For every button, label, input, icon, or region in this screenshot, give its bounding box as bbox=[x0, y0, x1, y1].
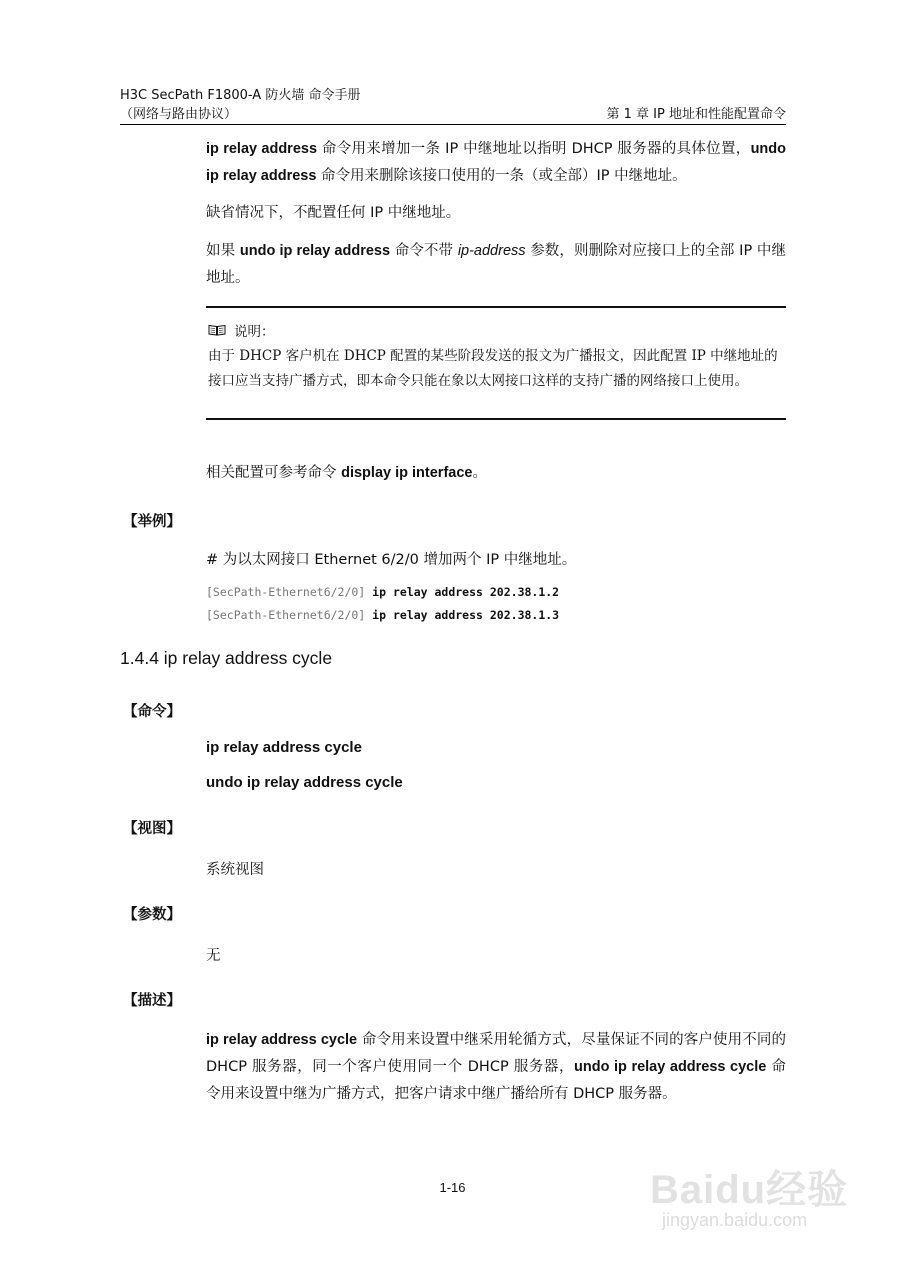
related-paragraph bbox=[206, 460, 786, 487]
command-keyword: ip relay address bbox=[206, 141, 318, 157]
description-paragraph-1 bbox=[206, 136, 786, 190]
param-heading: 【参数】 bbox=[123, 907, 181, 923]
note-title bbox=[208, 320, 275, 340]
note-body: 由于 DHCP 客户机在 DHCP 配置的某些阶段发送的报文为广播报文，因此配置 IP 中继地址的接口应当支持广播方式，即本命令只能在象以太网接口这样的支持广播的网络接口上使用。 bbox=[208, 348, 778, 389]
text-run: 相关配置可参考命令 bbox=[206, 465, 342, 481]
parameter-name: ip-address bbox=[457, 243, 526, 259]
code-line bbox=[206, 585, 559, 599]
view-text: 系统视图 bbox=[206, 862, 264, 878]
text-run: 命令不带 bbox=[390, 243, 458, 259]
note-label: 说明： bbox=[234, 324, 275, 340]
code-command: ip relay address 202.38.1.3 bbox=[372, 608, 560, 622]
default-paragraph: 缺省情况下，不配置任何 IP 中继地址。 bbox=[206, 205, 461, 221]
section-title: 1.4.4 ip relay address cycle bbox=[120, 648, 333, 668]
description-heading: 【描述】 bbox=[123, 993, 181, 1009]
code-line bbox=[206, 608, 559, 622]
example-comment: # 为以太网接口 Ethernet 6/2/0 增加两个 IP 中继地址。 bbox=[206, 552, 577, 568]
text-run: 命令用来设置中继采用轮循方式，尽量保证不同的客户使用不同的 DHCP 服务器，同一个客户使用同一个 DHCP 服务器， bbox=[206, 1032, 786, 1075]
text-run: 。 bbox=[472, 465, 487, 481]
description-paragraph-3 bbox=[206, 238, 786, 292]
command-keyword: display ip interface bbox=[341, 465, 473, 481]
code-command: ip relay address 202.38.1.2 bbox=[372, 585, 560, 599]
command-line: undo ip relay address cycle bbox=[206, 774, 403, 791]
command-keyword: ip relay address cycle bbox=[206, 1032, 358, 1048]
command-keyword: undo ip relay address bbox=[239, 243, 391, 259]
command-heading: 【命令】 bbox=[123, 704, 181, 720]
text-run: 命令用来设置中继为广播方式，把客户请求中继广播给所有 DHCP 服务器。 bbox=[206, 1059, 786, 1102]
header-chapter: 第 1 章 IP 地址和性能配置命令 bbox=[606, 107, 786, 122]
watermark bbox=[640, 1150, 870, 1245]
page-number: 1-16 bbox=[439, 1180, 466, 1195]
page-header bbox=[120, 86, 786, 124]
code-prompt: [SecPath-Ethernet6/2/0] bbox=[206, 585, 373, 599]
watermark-url: jingyan.baidu.com bbox=[662, 1210, 808, 1230]
header-title: H3C SecPath F1800-A 防火墙 命令手册 bbox=[120, 88, 361, 103]
example-heading: 【举例】 bbox=[123, 514, 181, 530]
text-run: 命令用来删除该接口使用的一条（或全部）IP 中继地址。 bbox=[316, 168, 687, 184]
watermark-brand: Baidu经验 bbox=[650, 1168, 849, 1212]
text-run: 命令用来增加一条 IP 中继地址以指明 DHCP 服务器的具体位置， bbox=[317, 141, 751, 157]
text-run: 如果 bbox=[206, 243, 240, 259]
command-keyword: undo ip relay address bbox=[206, 141, 786, 184]
code-prompt: [SecPath-Ethernet6/2/0] bbox=[206, 608, 373, 622]
note-box bbox=[206, 306, 786, 420]
command-keyword: undo ip relay address cycle bbox=[574, 1059, 767, 1075]
command-line: ip relay address cycle bbox=[206, 739, 362, 756]
text-run: 参数，则删除对应接口上的全部 IP 中继地址。 bbox=[206, 243, 786, 286]
book-icon bbox=[208, 324, 226, 336]
header-subtitle: （网络与路由协议） bbox=[120, 107, 238, 122]
view-heading: 【视图】 bbox=[123, 821, 181, 837]
header-divider bbox=[120, 124, 786, 125]
param-text: 无 bbox=[206, 948, 221, 964]
description-paragraph bbox=[206, 1027, 786, 1108]
